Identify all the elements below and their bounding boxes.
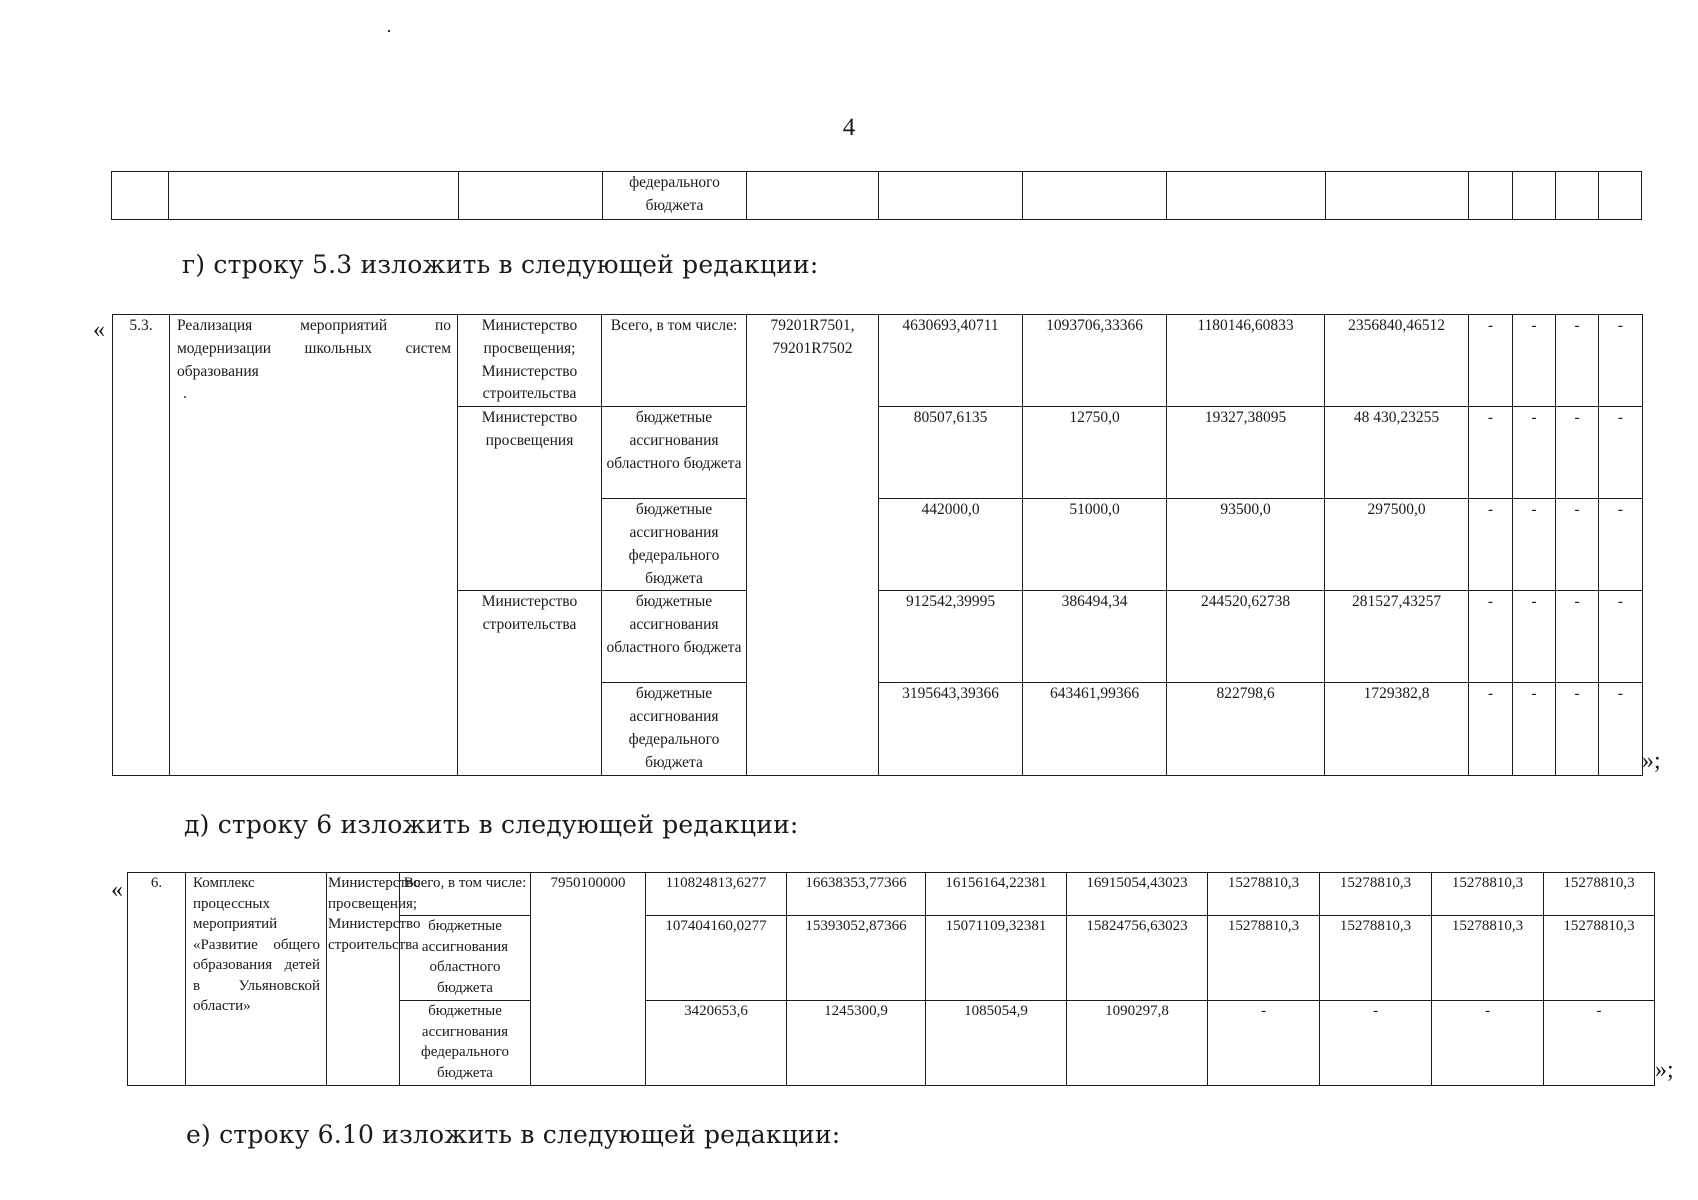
value-total: 110824813,6277 [646, 873, 787, 916]
value-dash: - [1432, 1001, 1544, 1086]
cell [879, 172, 1023, 220]
funding-source: бюджетные ассигнования областного бюджета [602, 591, 747, 683]
value-year: 93500,0 [1167, 499, 1325, 591]
cell [459, 172, 603, 220]
measure-name: Реализация мероприятий по модернизации школьных систем образования . [170, 315, 458, 776]
measure-name: Комплекс процессных мероприятий «Развитие общего образования детей в Ульяновской области» [186, 873, 327, 1086]
value-year: 15278810,3 [1544, 916, 1655, 1001]
value-dash: - [1544, 1001, 1655, 1086]
cell [1556, 172, 1599, 220]
value-year: 1090297,8 [1067, 1001, 1208, 1086]
value-dash: - [1599, 499, 1643, 591]
kbk-code: 7950100000 [531, 873, 646, 1086]
value-year: 386494,34 [1023, 591, 1167, 683]
cell [1469, 172, 1513, 220]
value-dash: - [1469, 315, 1513, 407]
executor: Министерство просвещения; Министерство строительства [458, 315, 602, 407]
cell [747, 172, 879, 220]
value-dash: - [1513, 315, 1556, 407]
value-year: 2356840,46512 [1325, 315, 1469, 407]
close-quote: »; [1655, 1057, 1674, 1083]
value-dash: - [1599, 591, 1643, 683]
cell [169, 172, 459, 220]
value-dash: - [1556, 591, 1599, 683]
value-dash: - [1556, 315, 1599, 407]
value-total: 107404160,0277 [646, 916, 787, 1001]
table-row-5-3 [112, 314, 1643, 776]
value-total: 3195643,39366 [879, 683, 1023, 775]
value-dash: - [1320, 1001, 1432, 1086]
funding-source: бюджетные ассигнования федерального бюджета [602, 683, 747, 775]
value-dash: - [1599, 683, 1643, 775]
value-year: 643461,99366 [1023, 683, 1167, 775]
table-row-6 [127, 872, 1655, 1086]
value-year: 48 430,23255 [1325, 407, 1469, 499]
value-dash: - [1208, 1001, 1320, 1086]
value-year: 16638353,77366 [787, 873, 926, 916]
value-total: 3420653,6 [646, 1001, 787, 1086]
value-dash: - [1556, 499, 1599, 591]
cell [1513, 172, 1556, 220]
row-number: 5.3. [113, 315, 170, 776]
heading-g: г) строку 5.3 изложить в следующей редакции: [182, 250, 819, 279]
cell-source: федерального бюджета [603, 172, 747, 220]
funding-source: Всего, в том числе: [602, 315, 747, 407]
value-dash: - [1513, 499, 1556, 591]
value-year: 15278810,3 [1544, 873, 1655, 916]
funding-source: бюджетные ассигнования областного бюджета [400, 916, 531, 1001]
value-dash: - [1556, 683, 1599, 775]
value-year: 1180146,60833 [1167, 315, 1325, 407]
value-dash: - [1513, 683, 1556, 775]
open-quote: « [111, 877, 123, 903]
value-year: 1085054,9 [926, 1001, 1067, 1086]
value-total: 912542,39995 [879, 591, 1023, 683]
value-year: 19327,38095 [1167, 407, 1325, 499]
value-dash: - [1599, 407, 1643, 499]
value-year: 51000,0 [1023, 499, 1167, 591]
cell [1167, 172, 1326, 220]
open-quote: « [93, 317, 105, 343]
value-dash: - [1599, 315, 1643, 407]
value-year: 281527,43257 [1325, 591, 1469, 683]
value-year: 1245300,9 [787, 1001, 926, 1086]
funding-source: бюджетные ассигнования федерального бюджета [400, 1001, 531, 1086]
value-year: 15278810,3 [1320, 916, 1432, 1001]
value-year: 16915054,43023 [1067, 873, 1208, 916]
value-year: 15278810,3 [1208, 916, 1320, 1001]
value-dash: - [1469, 591, 1513, 683]
value-dash: - [1556, 407, 1599, 499]
executor: Министерство строительства [458, 591, 602, 775]
page-number: 4 [842, 114, 856, 141]
value-year: 15824756,63023 [1067, 916, 1208, 1001]
value-dash: - [1469, 683, 1513, 775]
value-year: 15278810,3 [1320, 873, 1432, 916]
value-year: 822798,6 [1167, 683, 1325, 775]
value-year: 15278810,3 [1432, 873, 1544, 916]
value-year: 297500,0 [1325, 499, 1469, 591]
funding-source: Всего, в том числе: [400, 873, 531, 916]
executor: Министерство просвещения; Министерство строительства [327, 873, 400, 1086]
cell [1599, 172, 1642, 220]
value-year: 12750,0 [1023, 407, 1167, 499]
table-continuation [111, 171, 1642, 220]
value-dash: - [1469, 499, 1513, 591]
value-dash: - [1513, 407, 1556, 499]
value-year: 244520,62738 [1167, 591, 1325, 683]
value-year: 16156164,22381 [926, 873, 1067, 916]
heading-d: д) строку 6 изложить в следующей редакции: [184, 810, 799, 839]
value-total: 80507,6135 [879, 407, 1023, 499]
value-year: 15071109,32381 [926, 916, 1067, 1001]
value-total: 4630693,40711 [879, 315, 1023, 407]
value-dash: - [1513, 591, 1556, 683]
value-year: 15393052,87366 [787, 916, 926, 1001]
executor: Министерство просвещения [458, 407, 602, 591]
close-quote: »; [1642, 748, 1661, 774]
row-number: 6. [128, 873, 186, 1086]
cell [1023, 172, 1167, 220]
funding-source: бюджетные ассигнования федерального бюджета [602, 499, 747, 591]
heading-e: е) строку 6.10 изложить в следующей редакции: [186, 1120, 841, 1149]
value-dash: - [1469, 407, 1513, 499]
cell [112, 172, 169, 220]
value-year: 1729382,8 [1325, 683, 1469, 775]
funding-source: бюджетные ассигнования областного бюджета [602, 407, 747, 499]
stray-mark [388, 30, 390, 32]
value-total: 442000,0 [879, 499, 1023, 591]
cell [1326, 172, 1469, 220]
value-year: 1093706,33366 [1023, 315, 1167, 407]
value-year: 15278810,3 [1208, 873, 1320, 916]
value-year: 15278810,3 [1432, 916, 1544, 1001]
kbk-code: 79201R7501, 79201R7502 [747, 315, 879, 776]
